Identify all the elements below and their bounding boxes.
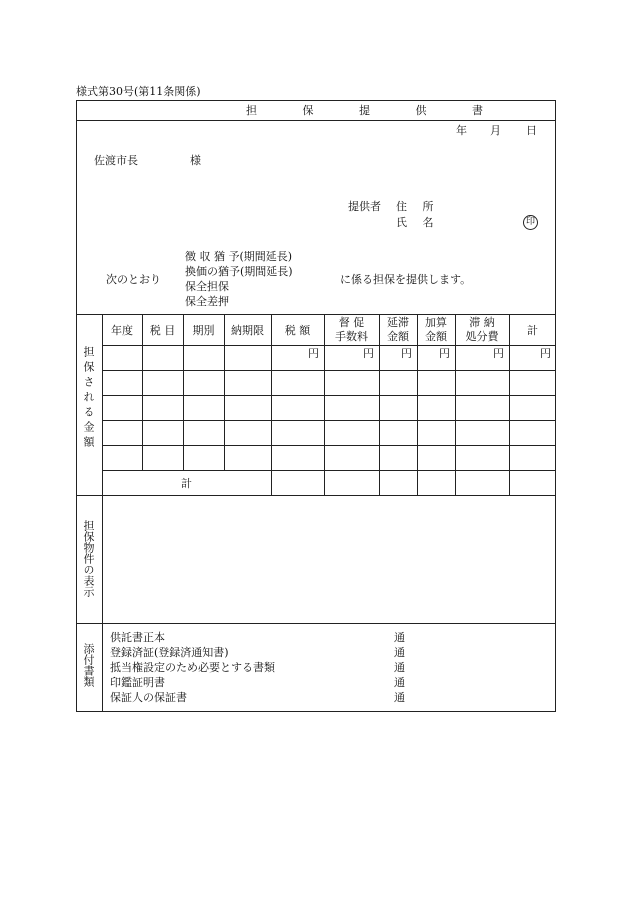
form-number: 様式第30号(第11条関係) [76, 85, 201, 98]
col-header-period: 期別 [192, 324, 215, 337]
col-header-delinquency: 延滞 金額 [387, 316, 409, 343]
table-row-line [102, 420, 556, 421]
yen-unit: 円 [308, 347, 319, 360]
col-header-reminder-fee: 督 促 手数料 [335, 316, 368, 343]
attachment-item: 供託書正本 [110, 631, 165, 644]
side-column-divider [102, 314, 103, 712]
col-header-due-date: 納期限 [231, 324, 264, 337]
attachment-unit: 通 [394, 646, 405, 659]
attachment-item: 登録済証(登録済通知書) [110, 646, 229, 659]
table-row-line [102, 470, 556, 471]
column-line [509, 314, 510, 495]
attachment-item: 印鑑証明書 [110, 676, 165, 689]
total-row-label: 計 [181, 477, 192, 490]
column-line [271, 314, 272, 495]
col-header-total: 計 [527, 324, 538, 337]
statement-option-2: 換価の猶予(期間延長) [185, 265, 293, 278]
collateral-side-label: 担保物件の表示 [82, 520, 95, 597]
table-row-line [102, 370, 556, 371]
table-row-line [102, 395, 556, 396]
provider-name-label: 氏 名 [396, 216, 440, 229]
statement-option-1: 徴 収 猶 予(期間延長) [185, 250, 293, 263]
yen-unit: 円 [493, 347, 504, 360]
table-row-line [102, 445, 556, 446]
provider-label: 提供者 [348, 200, 381, 213]
form-frame [76, 100, 556, 712]
collateral-section-bottom [76, 623, 556, 624]
addressee-name: 佐渡市長 [94, 154, 138, 167]
yen-unit: 円 [401, 347, 412, 360]
yen-unit: 円 [540, 347, 551, 360]
statement-lead: 次のとおり [106, 273, 161, 286]
form-title: 担 保 提 供 書 [246, 104, 504, 117]
yen-unit: 円 [363, 347, 374, 360]
attachment-item: 抵当権設定のため必要とする書類 [110, 661, 275, 674]
table-header-divider [102, 345, 556, 346]
addressee-honorific: 様 [190, 154, 201, 167]
col-header-additional: 加算 金額 [425, 316, 447, 343]
attachment-item: 保証人の保証書 [110, 691, 187, 704]
attachment-unit: 通 [394, 661, 405, 674]
attachment-unit: 通 [394, 631, 405, 644]
col-header-disposition-cost: 滞 納 処分費 [465, 316, 499, 343]
title-divider [76, 120, 556, 121]
statement-tail: に係る担保を提供します。 [340, 273, 472, 286]
statement-option-4: 保全差押 [185, 295, 229, 308]
attachment-unit: 通 [394, 691, 405, 704]
col-header-tax-item: 税 目 [149, 324, 176, 337]
attachment-unit: 通 [394, 676, 405, 689]
amount-side-label: 担保される金額 [82, 346, 95, 451]
attachments-side-label: 添付書類 [82, 643, 95, 687]
date-month: 月 [490, 124, 501, 137]
seal-icon: 印 [523, 215, 538, 230]
col-header-tax-amount: 税 額 [284, 324, 311, 337]
date-year: 年 [456, 124, 467, 137]
yen-unit: 円 [439, 347, 450, 360]
amount-section-top [76, 314, 556, 315]
provider-address-label: 住 所 [396, 200, 440, 213]
date-day: 日 [526, 124, 537, 137]
amount-section-bottom [76, 495, 556, 496]
col-header-year: 年度 [111, 324, 133, 337]
statement-option-3: 保全担保 [185, 280, 229, 293]
